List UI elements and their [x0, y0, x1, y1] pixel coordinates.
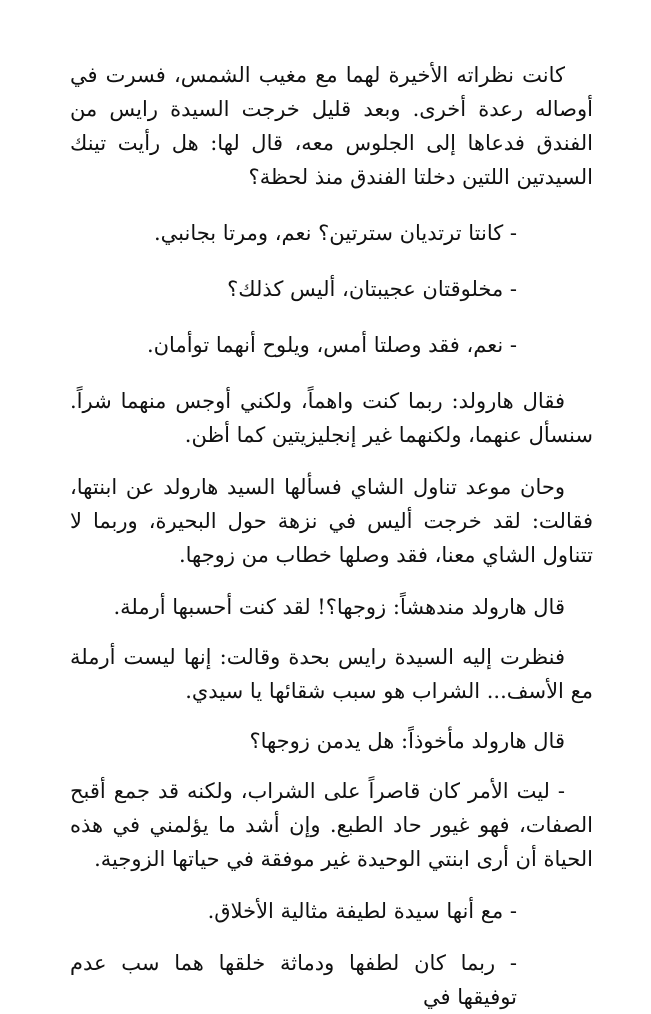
narration-paragraph: قال هارولد مندهشاً: زوجها؟! لقد كنت أحسبها أرملة.	[113, 595, 565, 619]
narration-paragraph: فقال هارولد: ربما كنت واهماً، ولكني أوجس منهما شراً. سنسأل عنهما، ولكنهما غير إنجليزيتين كما أظن.	[70, 389, 593, 447]
dialogue-line: - مع أنها سيدة لطيفة مثالية الأخلاق.	[207, 899, 517, 923]
narration-paragraph: فنظرت إليه السيدة رايس بحدة وقالت: إنها ليست أرملة مع الأسف... الشراب هو سبب شقائها يا سيدي.	[70, 645, 593, 703]
dialogue-line: - ربما كان لطفها ودماثة خلقها هما سب عدم توفيقها في	[70, 951, 517, 1009]
narration-paragraph: كانت نظراته الأخيرة لهما مع مغيب الشمس، فسرت في أوصاله رعدة أخرى. وبعد قليل خرجت السيدة رايس من الفندق فدعاها إلى الجلوس معه، قال لها: هل رأيت تينك السيدتين اللتين دخلتا الفندق منذ لحظة؟	[70, 63, 593, 189]
dialogue-line: - مخلوقتان عجيبتان، أليس كذلك؟	[227, 277, 517, 301]
narration-paragraph: - ليت الأمر كان قاصراً على الشراب، ولكنه قد جمع أقبح الصفات، فهو غيور حاد الطبع. وإن أشد ما يؤلمني في هذه الحياة أن أرى ابنتي الوحيدة غير موفقة في حياتها الزوجية.	[70, 779, 593, 871]
dialogue-line: - نعم، فقد وصلتا أمس، ويلوح أنهما توأمان.	[146, 333, 517, 357]
dialogue-line: - كانتا ترتديان سترتين؟ نعم، ومرتا بجانبي.	[153, 221, 517, 245]
narration-paragraph: قال هارولد مأخوذاً: هل يدمن زوجها؟	[249, 729, 565, 753]
narration-paragraph: وحان موعد تناول الشاي فسألها السيد هارولد عن ابنتها، فقالت: لقد خرجت أليس في نزهة حول البحيرة، وربما لا تتناول الشاي معنا، فقد وصلها خطاب من زوجها.	[70, 475, 593, 567]
